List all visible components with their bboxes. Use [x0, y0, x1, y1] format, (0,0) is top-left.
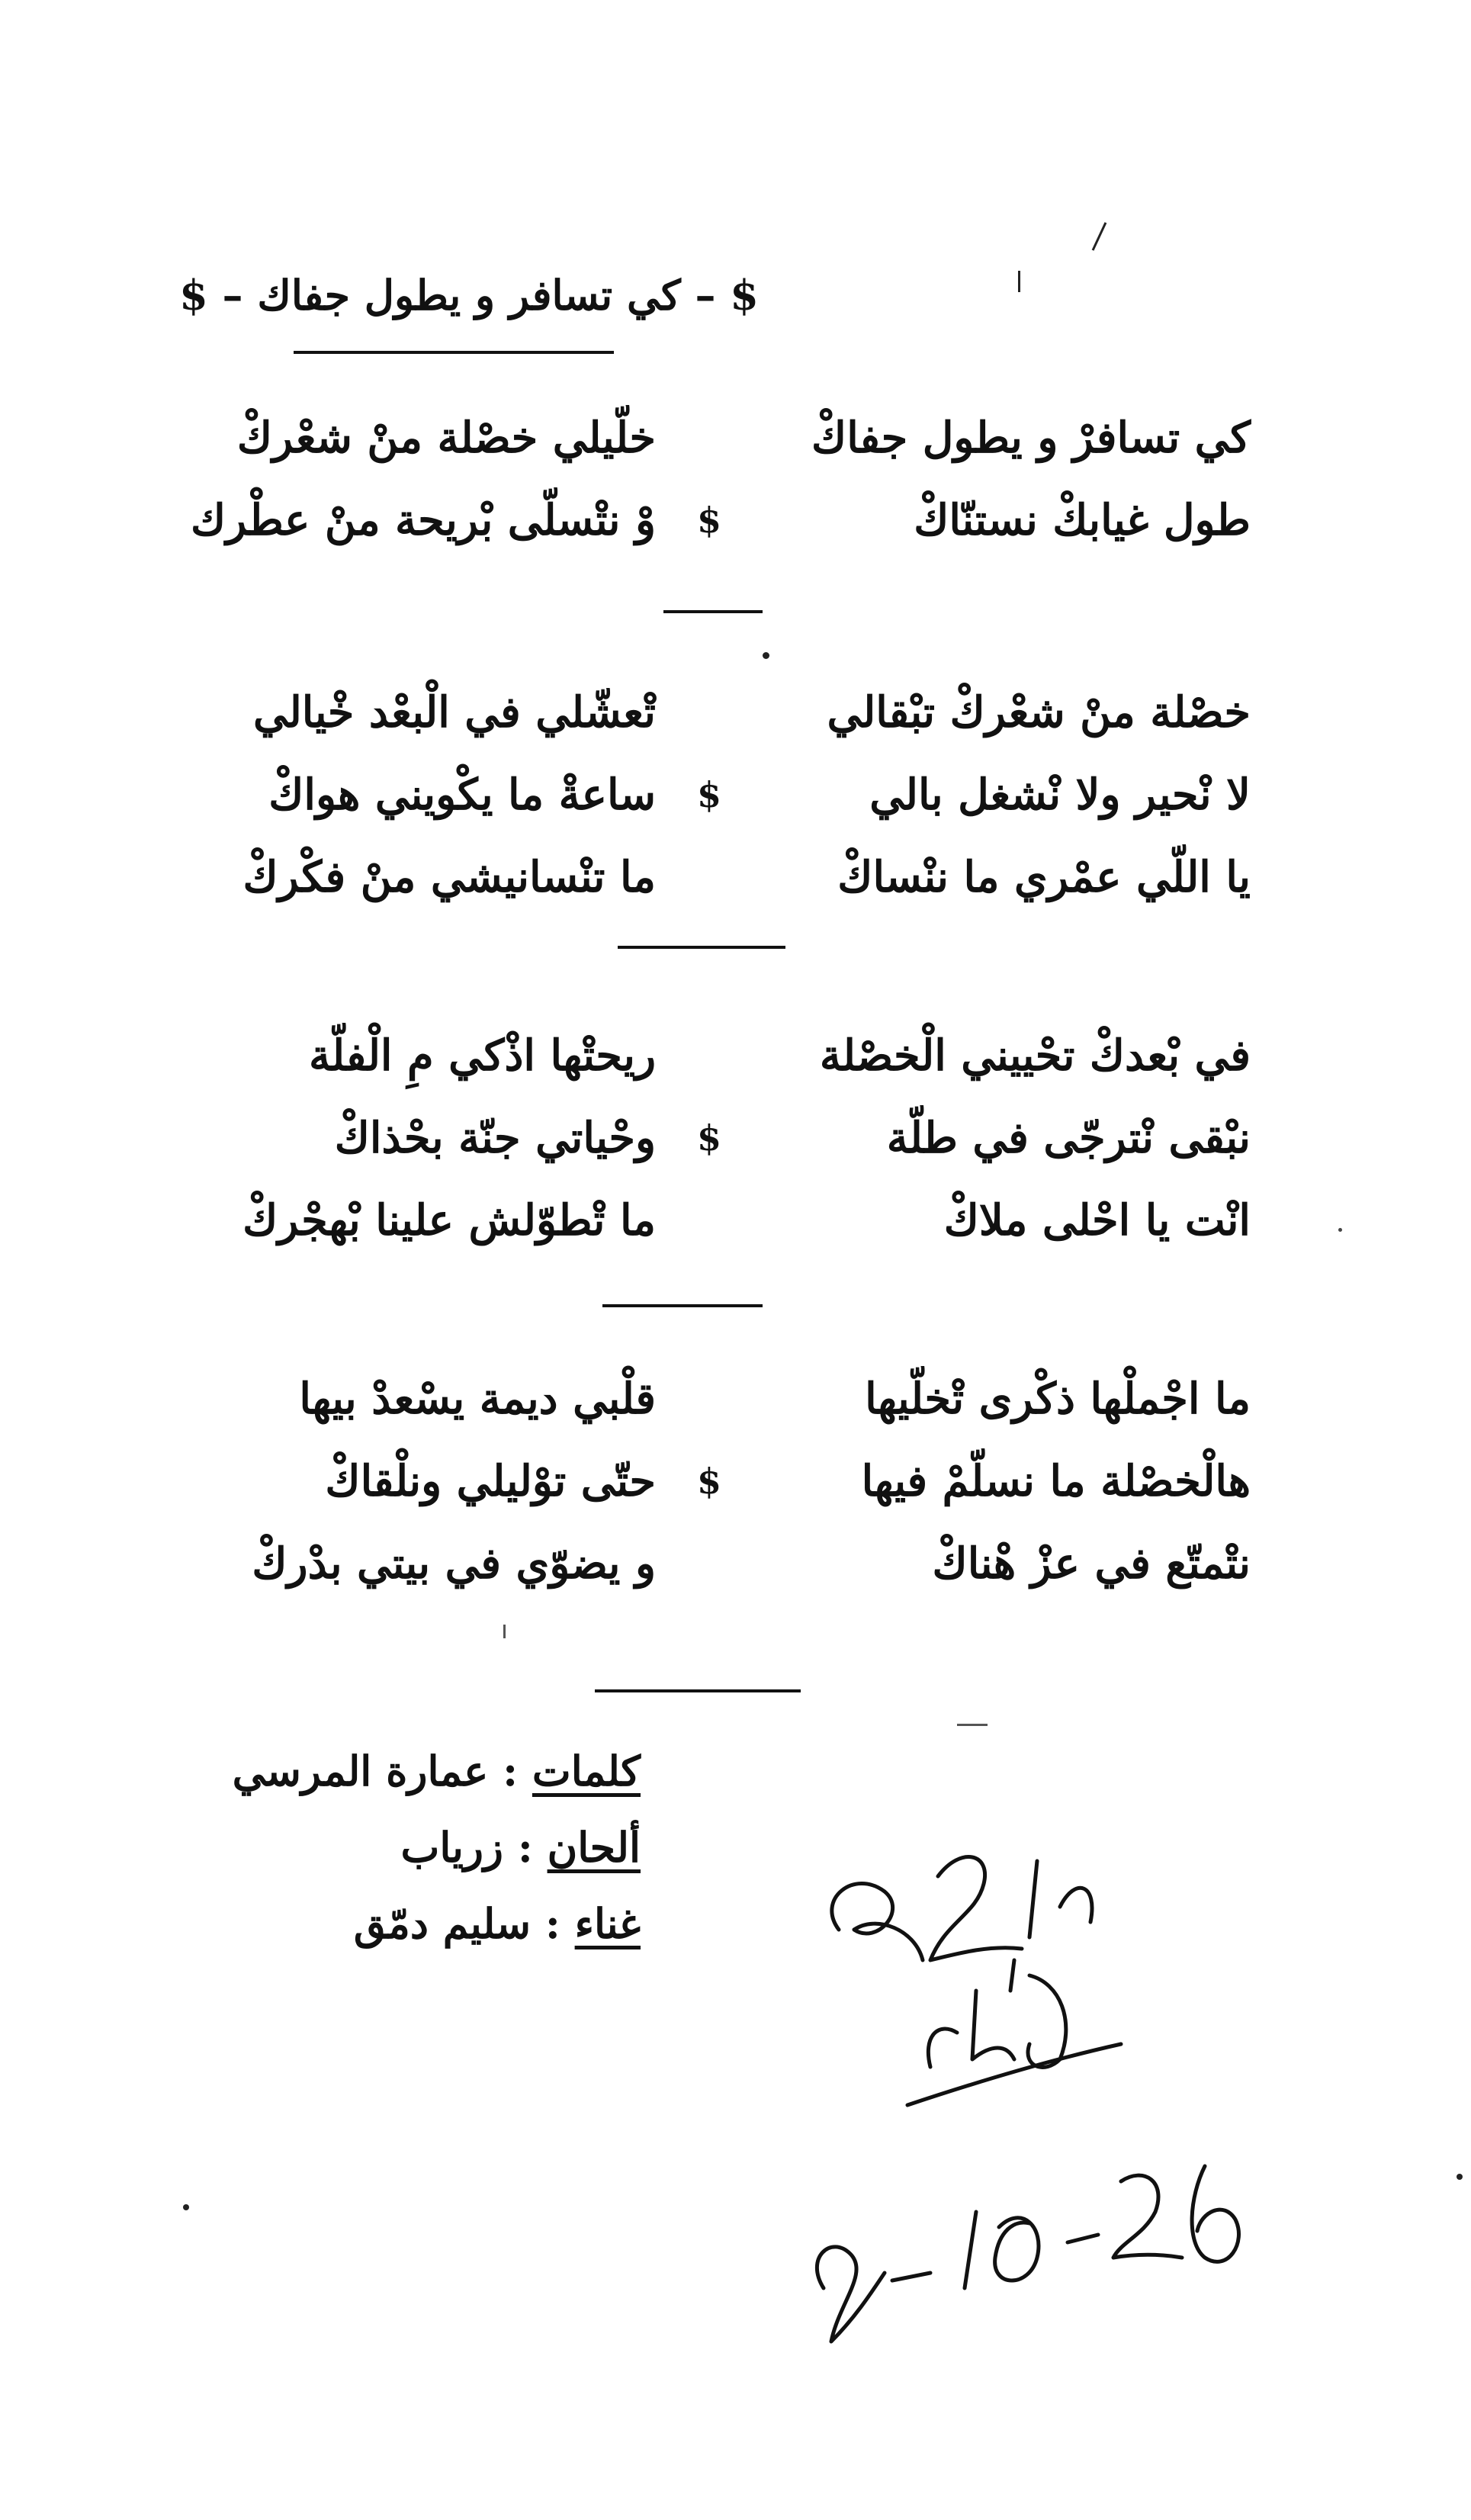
verse-right-hemistich: كي تسافرْ و يطول جفاكْ — [811, 413, 1251, 463]
verse-mark: $ — [696, 1461, 721, 1502]
stray-mark — [503, 1625, 506, 1638]
verse-line — [168, 397, 1251, 479]
title-rule — [294, 351, 614, 354]
song-title: $ – كي تسافر و يطول جفاك – $ — [179, 271, 759, 320]
verse-left-hemistich: خلّيلي خصْلة منْ شعْركْ — [236, 413, 656, 463]
credit-label: ألحان — [547, 1823, 641, 1872]
stray-mark — [957, 1724, 988, 1726]
stanza-3 — [168, 1014, 1251, 1262]
credit-composer — [183, 1823, 641, 1899]
verse-line — [168, 671, 1251, 754]
verse-line — [168, 754, 1251, 836]
handwritten-signature — [808, 1815, 1266, 2364]
credit-separator: : — [488, 1747, 519, 1795]
verse-left-hemistich: حتّى توْليلي ونلْقاكْ — [325, 1456, 656, 1506]
verse-left-hemistich: ما تنْسانيشي منْ فكْركْ — [242, 852, 656, 902]
stanza-rule — [618, 946, 785, 949]
verse-line — [168, 1358, 1251, 1440]
credit-value: سليم دمّق — [353, 1899, 532, 1948]
credit-value: عمارة المرسي — [232, 1747, 489, 1795]
verse-mark: $ — [696, 500, 721, 541]
stanza-1 — [168, 397, 1251, 561]
verse-left-hemistich: ما تْطوّلش علينا بْهجْركْ — [242, 1195, 656, 1246]
verse-line — [168, 479, 1251, 561]
verse-line — [168, 1522, 1251, 1605]
credit-label: غناء — [574, 1899, 641, 1948]
verse-right-hemistich: انْت يا احْلى ملاكْ — [943, 1195, 1251, 1246]
verse-right-hemistich: يا اللّي عمْري ما ننْساكْ — [837, 852, 1251, 902]
song-credits — [183, 1747, 641, 1975]
credit-singer — [183, 1899, 641, 1975]
credit-separator: : — [503, 1823, 533, 1872]
credit-label: كلمات — [532, 1747, 641, 1795]
stray-mark — [183, 2204, 189, 2210]
stanza-2 — [168, 671, 1251, 918]
stray-mark — [1338, 1228, 1342, 1232]
verse-right-hemistich: ما اجْملْها ذكْرى تْخلّيها — [865, 1374, 1251, 1424]
verse-right-hemistich: نتْمتّع في عزْ هْناكْ — [932, 1538, 1251, 1589]
verse-mark: $ — [696, 774, 721, 815]
stanza-rule — [663, 610, 763, 613]
verse-left-hemistich: وْ نتْسلّى بْريحة منْ عطْرك — [191, 495, 656, 545]
credit-separator: : — [531, 1899, 560, 1948]
verse-line — [168, 836, 1251, 918]
stanza-4 — [168, 1358, 1251, 1605]
verse-right-hemistich: في بْعدكْ تحْييني الْخصْلة — [819, 1030, 1251, 1081]
verse-line — [168, 1440, 1251, 1522]
stanza-rule — [595, 1689, 801, 1692]
stray-mark — [1018, 271, 1020, 292]
verse-right-hemistich: هالْخصْلة ما نسلّمْ فيها — [861, 1456, 1251, 1506]
verse-right-hemistich: طول غيابكْ نستنّاكْ — [914, 495, 1251, 545]
verse-right-hemistich: لا نْحير ولا نْشغل بالي — [869, 770, 1251, 820]
verse-left-hemistich: تْعشّلي في الْبعْد خْيالي — [253, 687, 656, 738]
verse-right-hemistich: نبْقى نْترجّى في طلّة — [886, 1113, 1251, 1163]
verse-left-hemistich: وحْياتي جنّة بحْذاكْ — [334, 1113, 656, 1163]
verse-left-hemistich: ريحتْها اذْكي مِ الْفلّة — [308, 1030, 656, 1081]
stray-mark — [1092, 222, 1107, 251]
verse-right-hemistich: خصْلة منْ شعْركْ تبْقالي — [827, 687, 1251, 738]
verse-mark: $ — [696, 1117, 721, 1159]
verse-left-hemistich: ساعةْ ما يكْويني هواكْ — [268, 770, 656, 820]
verse-line — [168, 1014, 1251, 1097]
verse-line — [168, 1097, 1251, 1179]
verse-left-hemistich: و يضوّي في بيتي بدْركْ — [252, 1538, 656, 1589]
verse-line — [168, 1179, 1251, 1262]
signature-date: 8-10-26 — [808, 1815, 811, 1816]
stanza-rule — [602, 1304, 763, 1307]
stray-mark — [763, 652, 769, 659]
credit-value: زرياب — [400, 1823, 504, 1872]
stray-mark — [1457, 2174, 1463, 2180]
credit-lyrics — [183, 1747, 641, 1823]
verse-left-hemistich: قلْبي ديمة يسْعدْ بيها — [299, 1374, 656, 1424]
